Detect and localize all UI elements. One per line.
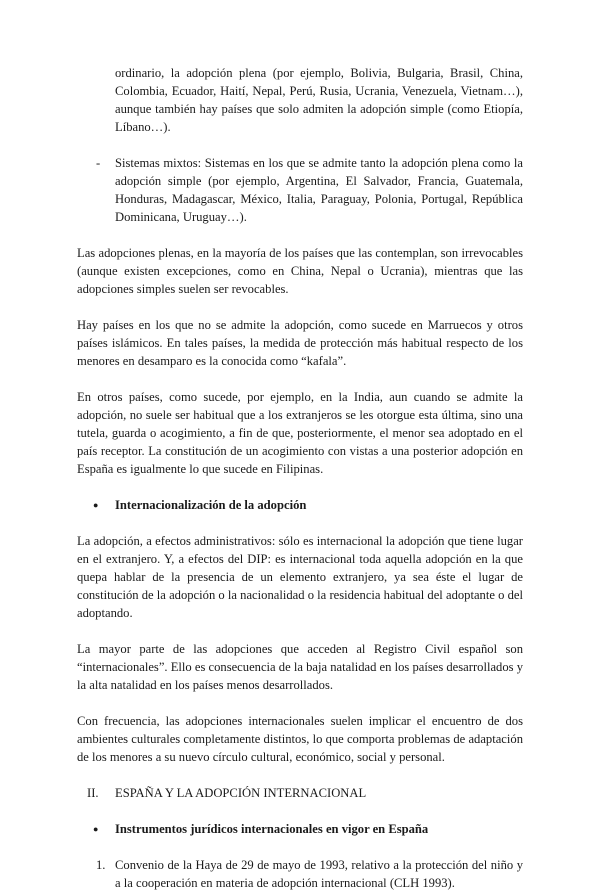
dash-list-item <box>77 154 523 226</box>
numbered-list-item <box>77 856 523 892</box>
heading-instrumentos <box>77 820 523 838</box>
heading-text: Internacionalización de la adopción <box>115 498 307 512</box>
paragraph-continuation: ordinario, la adopción plena (por ejemplo, Bolivia, Bulgaria, Brasil, China, Colombia, Ecuador, Haití, Nepal, Perú, Rusia, Ucrania, Venezuela, Vietnam…), aunque también hay países que solo admiten la adopción simple (como Etiopía, Líbano…). <box>115 66 523 134</box>
bullet-icon: ● <box>93 500 99 510</box>
dash-marker: - <box>96 156 101 170</box>
section-heading <box>77 784 523 802</box>
heading-text: Instrumentos jurídicos internacionales en vigor en España <box>115 822 429 836</box>
item-number: 1. <box>96 858 106 872</box>
section-title: ESPAÑA Y LA ADOPCIÓN INTERNACIONAL <box>115 786 367 800</box>
section-number: II. <box>87 786 99 800</box>
paragraph-administrative: La adopción, a efectos administrativos: sólo es internacional la adopción que tiene lugar en el extranjero. Y, a efectos del DIP: es internacional toda aquella adopción en la que quepa hablar de la presencia de un elemento extranjero, ya sea éste el lugar de constitución de la adopción o la nacionalidad o la residencia habitual del adoptante o del adoptando. <box>77 534 523 620</box>
paragraph-registro-civil: La mayor parte de las adopciones que acceden al Registro Civil español son “internacionales”. Ello es consecuencia de la baja natalidad en los países desarrollados y la alta natalidad en los países menos desarrollados. <box>77 642 523 692</box>
paragraph-cultural: Con frecuencia, las adopciones internacionales suelen implicar el encuentro de dos ambientes culturales completamente distintos, lo que comporta problemas de adaptación de los menores a su nuevo círculo cultural, económico, social y personal. <box>77 714 523 764</box>
heading-internacionalizacion <box>77 496 523 514</box>
paragraph-kafala: Hay países en los que no se admite la adopción, como sucede en Marruecos y otros países islámicos. En tales países, la medida de protección más habitual respecto de los menores en desamparo es la conocida como “kafala”. <box>77 318 523 368</box>
bullet-icon: ● <box>93 824 99 834</box>
paragraph-india: En otros países, como sucede, por ejemplo, en la India, aun cuando se admite la adopción, no suele ser habitual que a los extranjeros se les otorgue esta última, sino una tutela, guarda o acogimiento, a fin de que, posteriormente, el menor sea adoptado en el país receptor. La constitución de un acogimiento con vistas a una posterior adopción en España es igualmente lo que sucede en Filipinas. <box>77 390 523 476</box>
paragraph-revocability: Las adopciones plenas, en la mayoría de los países que las contemplan, son irrevocables (aunque existen excepciones, como en China, Nepal o Ucrania), mientras que las adopciones simples suelen ser revocables. <box>77 246 523 296</box>
dash-item-text: Sistemas mixtos: Sistemas en los que se admite tanto la adopción plena como la adopción simple (por ejemplo, Argentina, El Salvador, Francia, Guatemala, Honduras, Madagascar, México, Italia, Paraguay, Polonia, Portugal, República Dominicana, Uruguay…). <box>115 156 523 224</box>
item-text: Convenio de la Haya de 29 de mayo de 1993, relativo a la protección del niño y a la cooperación en materia de adopción internacional (CLH 1993). <box>115 858 523 890</box>
